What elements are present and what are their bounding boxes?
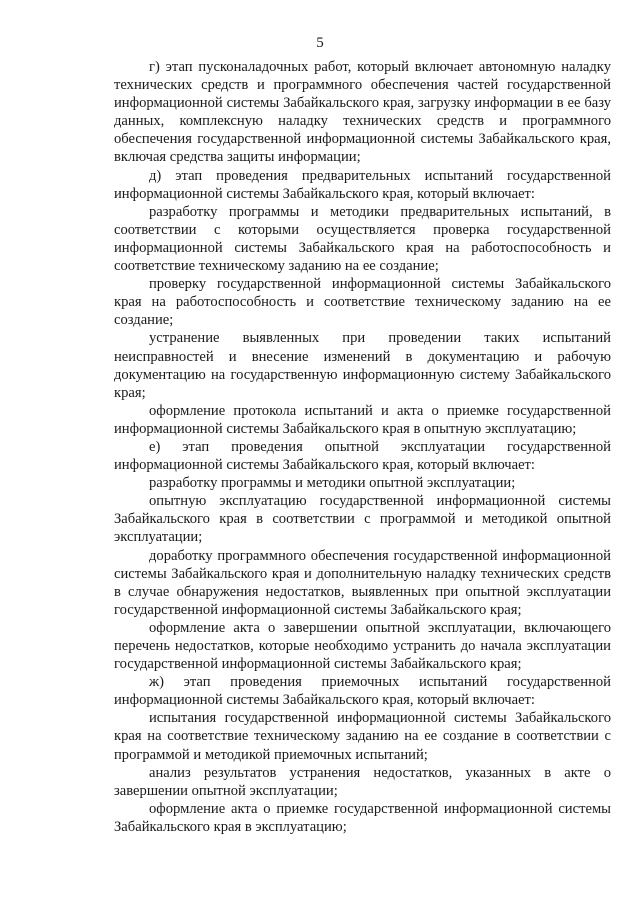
paragraph-stage-e: е) этап проведения опытной эксплуатации государственной информационной системы Забайкальского края, который включает: [114,438,611,474]
paragraph-trial-operation: опытную эксплуатацию государственной информационной системы Забайкальского края в соответствии с программой и методикой опытной эксплуатации; [114,493,611,546]
paragraph-preliminary-program: разработку программы и методики предварительных испытаний, в соответствии с которыми осуществляется проверка государственной информационной системы Забайкальского края на работоспособность и соответствие техническому заданию на ее создание; [114,203,611,275]
paragraph-test-protocol: оформление протокола испытаний и акта о приемке государственной информационной системы Забайкальского края в опытную эксплуатацию; [114,402,611,437]
paragraph-fix-defects: устранение выявленных при проведении таких испытаний неисправностей и внесение изменений в документацию и рабочую документацию на государственную информационную систему Забайкальского края; [114,330,611,401]
paragraph-stage-zh: ж) этап проведения приемочных испытаний государственной информационной системы Забайкальского края, который включает: [114,674,611,709]
paragraph-software-refinement: доработку программного обеспечения государственной информационной системы Забайкальского края и дополнительную наладку технических средств в случае обнаружения недостатков, выявленных при опытной эксплуатации государственной информационной системы Забайкальского края; [114,547,611,618]
document-body [114,58,611,836]
paragraph-trial-completion-act: оформление акта о завершении опытной эксплуатации, включающего перечень недостатков, которые необходимо устранить до начала эксплуатации государственной информационной системы Забайкальского края; [114,619,611,673]
paragraph-acceptance-tests: испытания государственной информационной системы Забайкальского края на соответствие техническому заданию на ее создание в соответствии с программой и методикой приемочных испытаний; [114,710,611,763]
paragraph-trial-program: разработку программы и методики опытной эксплуатации; [149,475,516,492]
paragraph-acceptance-act: оформление акта о приемке государственной информационной системы Забайкальского края в эксплуатацию; [114,800,611,835]
paragraph-stage-d: д) этап проведения предварительных испытаний государственной информационной системы Забайкальского края, который включает: [114,167,611,202]
paragraph-defect-analysis: анализ результатов устранения недостатков, указанных в акте о завершении опытной эксплуатации; [114,764,611,799]
page-number: 5 [316,35,324,51]
paragraph-preliminary-check: проверку государственной информационной системы Забайкальского края на работоспособность и соответствие техническому заданию на ее создание; [114,276,611,329]
paragraph-stage-g: г) этап пусконаладочных работ, который включает автономную наладку технических средств и программного обеспечения частей государственной информационной системы Забайкальского края, загрузку информации в ее базу данных, комплексную наладку технических средств и программного обеспечения государственной информационной системы Забайкальского края, включая средства защиты информации; [114,59,611,166]
